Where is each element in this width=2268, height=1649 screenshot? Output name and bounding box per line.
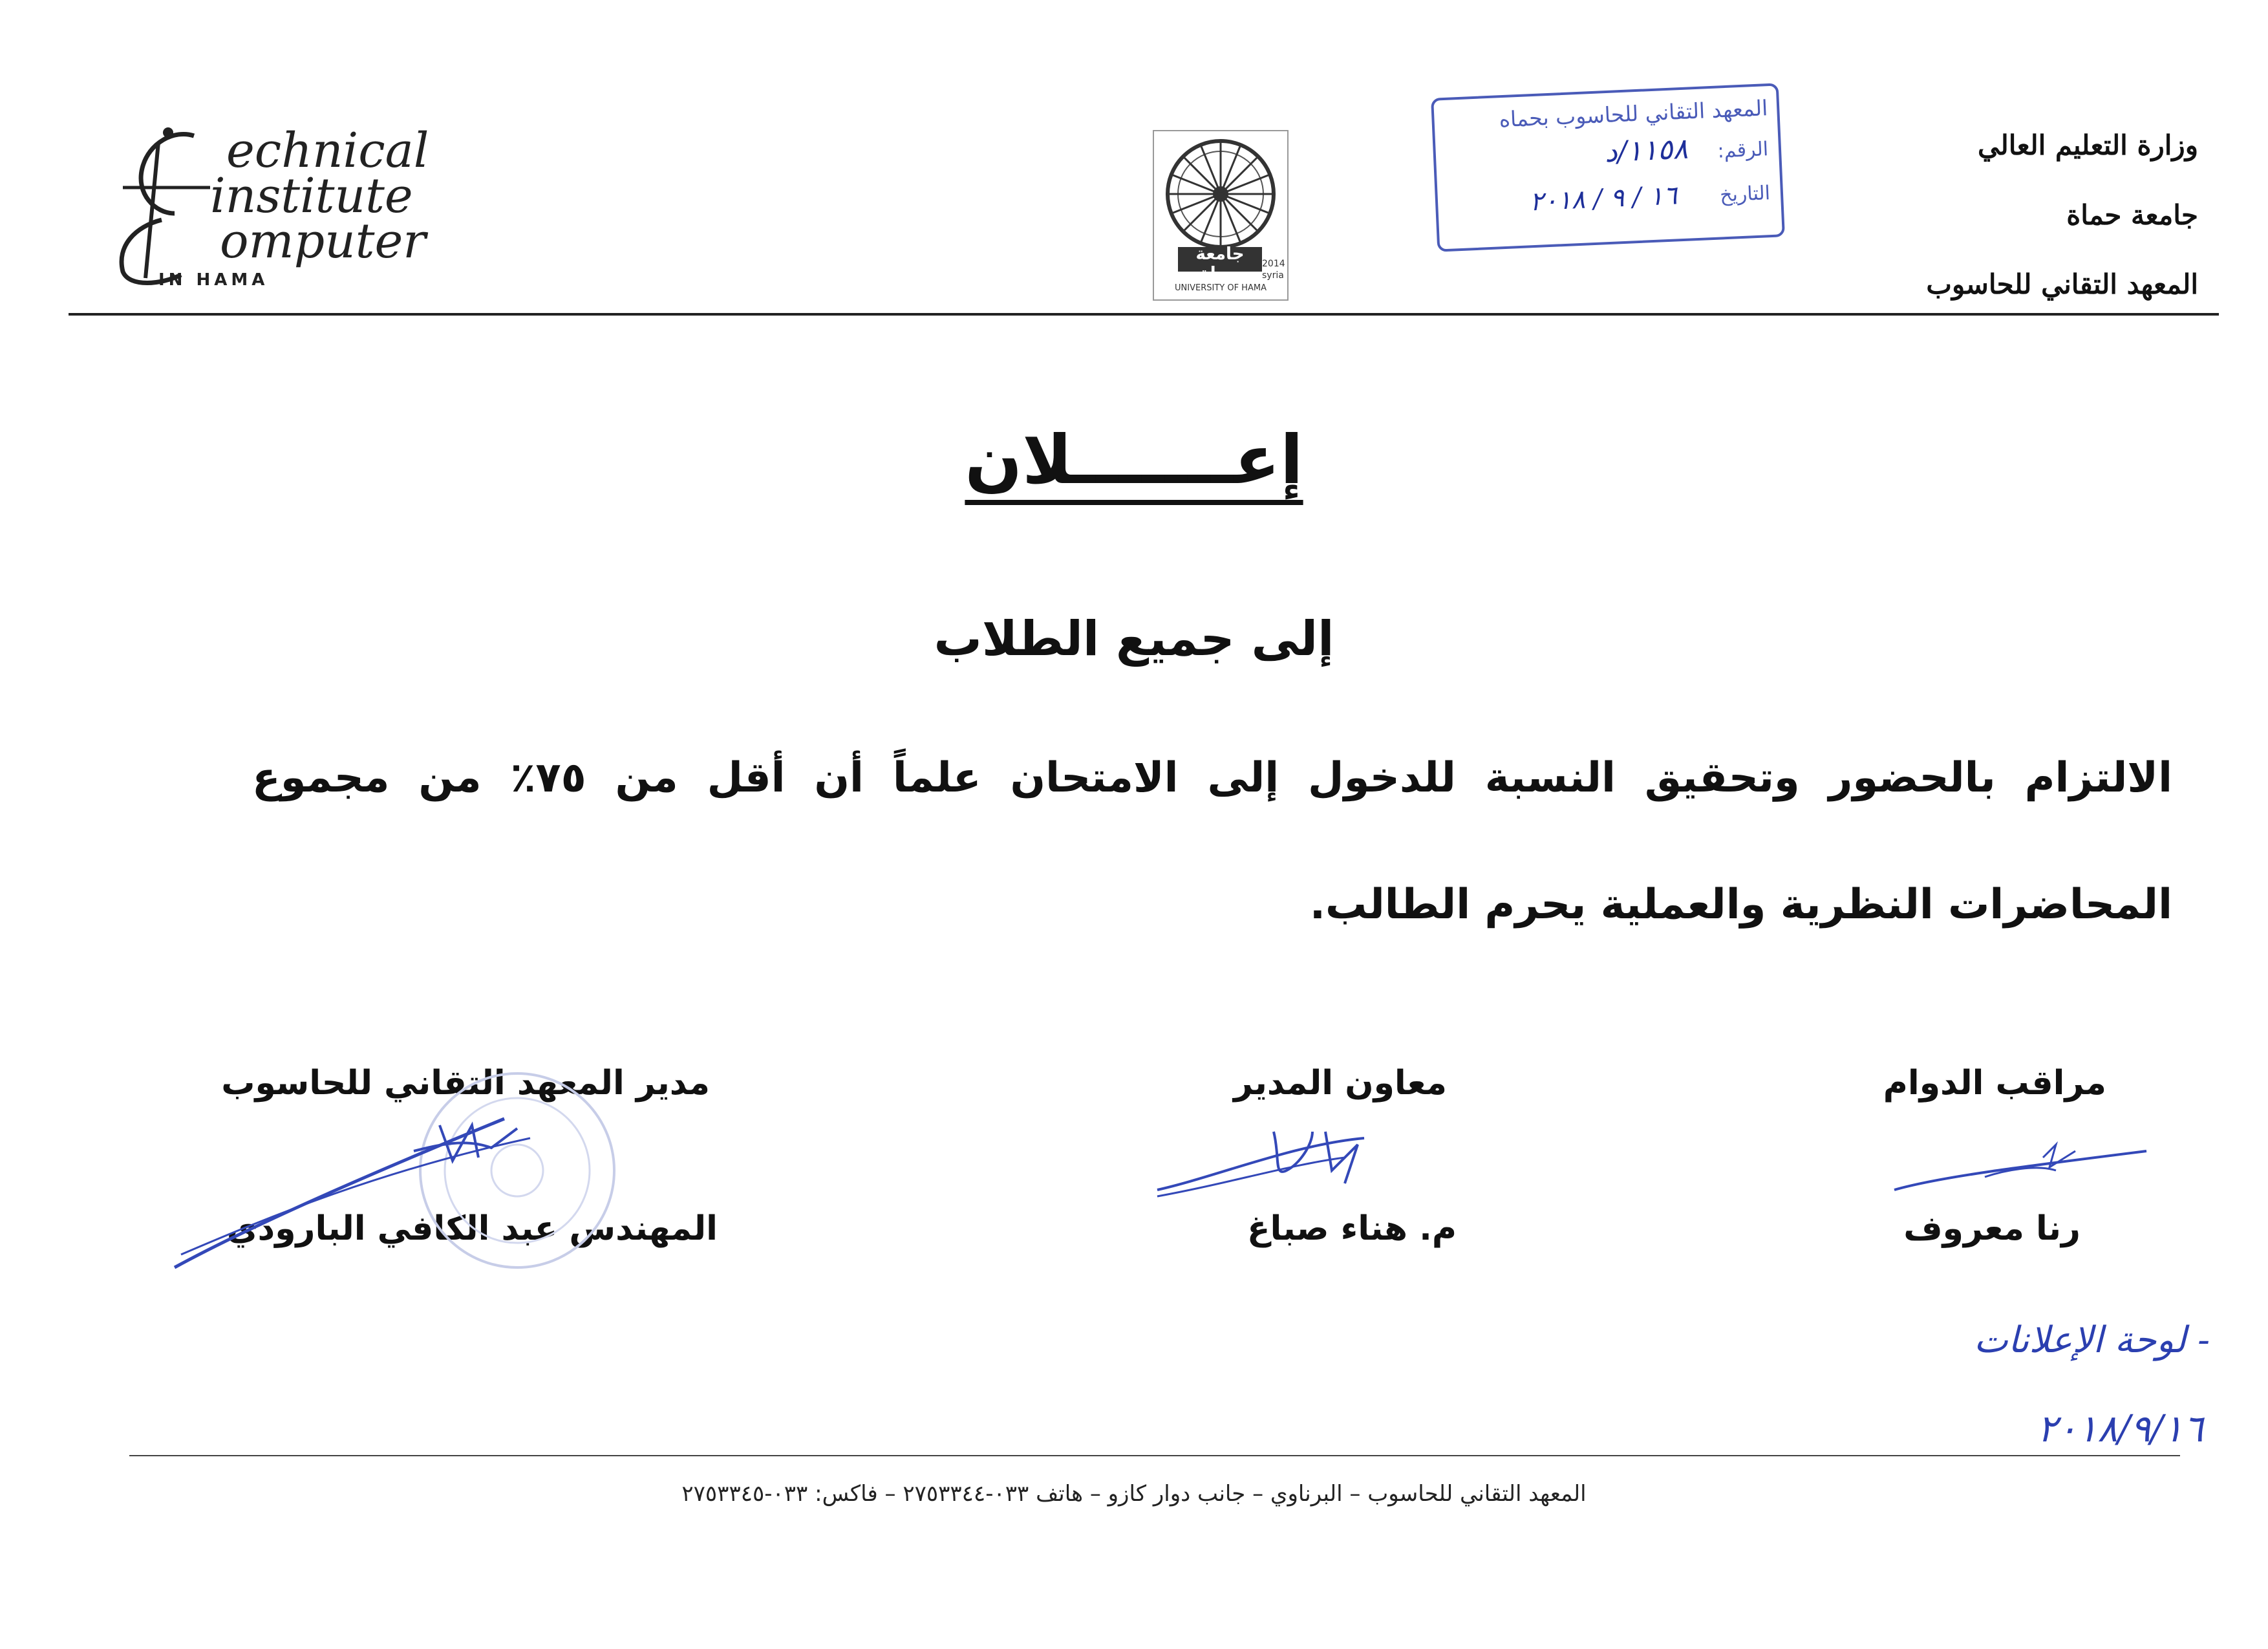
ministry-name: وزارة التعليم العالي — [1977, 129, 2198, 161]
institute-logo — [97, 116, 459, 297]
logo-line-technical: echnical — [226, 123, 429, 178]
university-name: جامعة حماة — [2066, 199, 2198, 231]
logo-line-institute: institute — [210, 168, 413, 224]
announcement-title: إعـــــــلان — [965, 420, 1303, 499]
seal-year: 2014 — [1262, 259, 1285, 269]
seal-country: syria — [1262, 270, 1284, 281]
signature-name-attendance: رنا معروف — [1903, 1209, 2081, 1248]
seal-english-name: UNIVERSITY OF HAMA — [1175, 283, 1267, 293]
announcement-title-wrap — [0, 420, 2268, 499]
university-seal — [1152, 129, 1289, 301]
stamp-date-label: التاريخ — [1719, 182, 1771, 207]
institute-name: المعهد التقاني للحاسوب — [1926, 268, 2198, 300]
institute-logo-mark — [97, 116, 226, 291]
signature-mark-director — [168, 1099, 621, 1280]
footer-contact: المعهد التقاني للحاسوب – البرناوي – جانب دوار كازو – هاتف ٠٣٣-٢٧٥٣٣٤٤ – فاكس: ٠٣٣-٢٧٥٣٣٤٥ — [681, 1481, 1587, 1507]
logo-line-computer: omputer — [220, 213, 426, 269]
handwritten-note-board: - لوحة الإعلانات — [1974, 1319, 2210, 1361]
stamp-title: المعهد التقاني للحاسوب بحماه — [1498, 95, 1769, 133]
signature-mark-attendance — [1888, 1132, 2159, 1209]
signature-role-deputy: معاون المدير — [1233, 1064, 1447, 1103]
logo-line-in-hama: IN HAMA — [158, 270, 269, 290]
stamp-number-label: الرقم: — [1717, 138, 1769, 163]
stamp-number-value: ١١٥٨/د — [1603, 132, 1689, 169]
signature-role-director: مدير المعهد التقاني للحاسوب — [221, 1064, 710, 1103]
header-divider — [69, 313, 2219, 316]
registration-stamp — [1431, 83, 1785, 252]
signature-name-director: المهندس عبد الكافي البارودي — [226, 1209, 718, 1248]
stamp-date-value: ١٦ / ٩ / ٢٠١٨ — [1529, 180, 1678, 217]
announcement-body: الالتزام بالحضور وتحقيق النسبة للدخول إلى الامتحان علماً أن أقل من ٧٥٪ من مجموع المحاضرات النظرية والعملية يحرم الطالب. — [252, 754, 2173, 929]
footer-divider — [129, 1455, 2180, 1456]
signature-mark-deputy — [1151, 1119, 1409, 1222]
handwritten-note-date: ٢٠١٨/٩/١٦ — [2037, 1406, 2203, 1450]
signature-role-attendance: مراقب الدوام — [1883, 1064, 2106, 1103]
announcement-audience: إلى جميع الطلاب — [934, 611, 1334, 667]
signature-name-deputy: م. هناء صباغ — [1247, 1209, 1457, 1248]
seal-arabic-name: جامعة حماة — [1195, 244, 1245, 283]
